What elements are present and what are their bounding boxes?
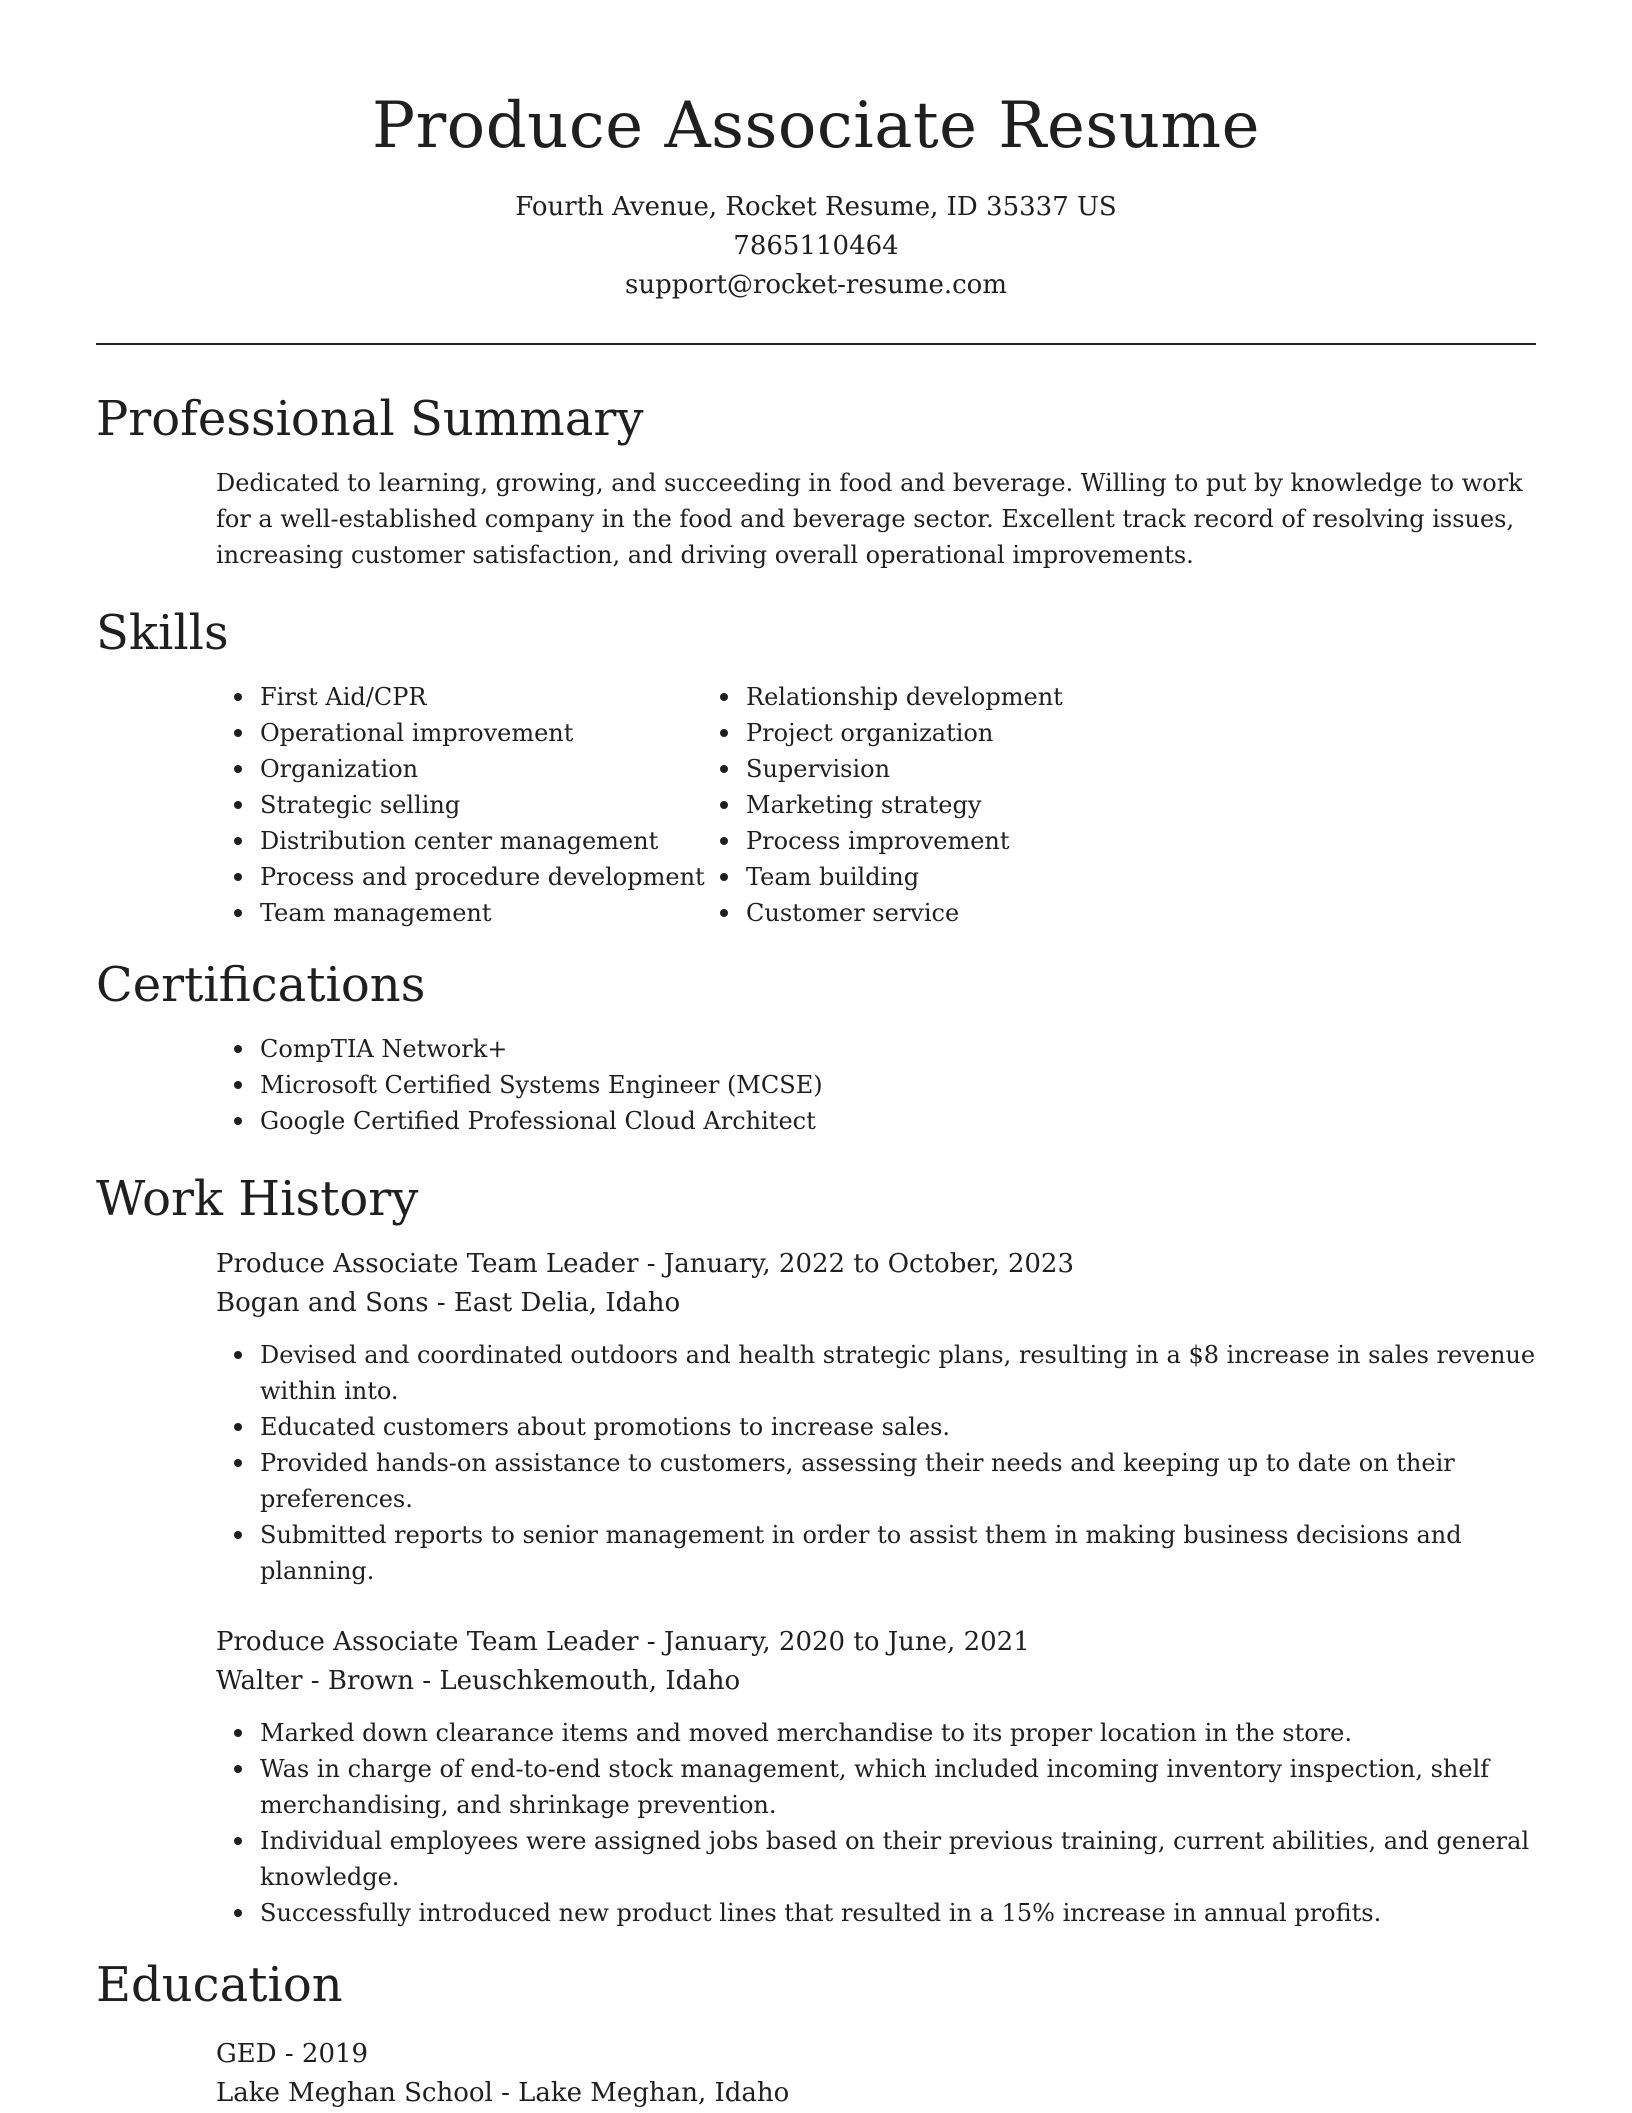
skills-column-left <box>96 679 746 931</box>
list-item: First Aid/CPR <box>260 679 746 715</box>
list-item: Strategic selling <box>260 787 746 823</box>
job-entry <box>216 1623 1536 1931</box>
list-item: Was in charge of end-to-end stock management, which included incoming inventory inspection, shelf merchandising, and shrinkage prevention. <box>260 1751 1536 1823</box>
list-item: Team management <box>260 895 746 931</box>
section-education <box>96 1953 1536 2113</box>
resume-header <box>96 0 1536 345</box>
section-heading-work-history: Work History <box>96 1171 419 1227</box>
list-item: Distribution center management <box>260 823 746 859</box>
section-professional-summary <box>96 387 1536 573</box>
list-item: Marked down clearance items and moved merchandise to its proper location in the store. <box>260 1715 1536 1751</box>
contact-phone: 7865110464 <box>733 231 899 261</box>
job-company-line: Bogan and Sons - East Delia, Idaho <box>216 1288 681 1318</box>
resume-title: Produce Associate Resume <box>372 89 1260 163</box>
list-item: Submitted reports to senior management in order to assist them in making business decisions and planning. <box>260 1517 1536 1589</box>
list-item: CompTIA Network+ <box>260 1031 1536 1067</box>
list-item: Microsoft Certified Systems Engineer (MCSE) <box>260 1067 1536 1103</box>
job-company-line: Walter - Brown - Leuschkemouth, Idaho <box>216 1666 741 1696</box>
list-item: Individual employees were assigned jobs based on their previous training, current abilities, and general knowledge. <box>260 1823 1536 1895</box>
skills-grid <box>96 679 1536 931</box>
list-item: Devised and coordinated outdoors and health strategic plans, resulting in a $8 increase in sales revenue within into. <box>260 1337 1536 1409</box>
list-item: Provided hands-on assistance to customers, assessing their needs and keeping up to date on their preferences. <box>260 1445 1536 1517</box>
certifications-list <box>96 1031 1536 1139</box>
section-heading-summary: Professional Summary <box>96 391 644 447</box>
resume-page <box>96 0 1536 2113</box>
skills-column-right <box>746 679 1063 931</box>
skills-list-right <box>746 679 1063 931</box>
section-heading-education: Education <box>96 1957 343 2013</box>
list-item: Operational improvement <box>260 715 746 751</box>
education-degree-line: GED - 2019 <box>216 2039 369 2069</box>
list-item: Process improvement <box>746 823 1063 859</box>
contact-email: support@rocket-resume.com <box>624 270 1007 300</box>
job-title-line: Produce Associate Team Leader - January, 2022 to October, 2023 <box>216 1249 1075 1279</box>
contact-address: Fourth Avenue, Rocket Resume, ID 35337 US <box>515 192 1117 222</box>
list-item: Team building <box>746 859 1063 895</box>
list-item: Organization <box>260 751 746 787</box>
section-certifications <box>96 953 1536 1139</box>
list-item: Supervision <box>746 751 1063 787</box>
list-item: Google Certified Professional Cloud Architect <box>260 1103 1536 1139</box>
list-item: Relationship development <box>746 679 1063 715</box>
section-work-history <box>96 1167 1536 1931</box>
job-entry <box>216 1245 1536 1589</box>
header-divider <box>96 343 1536 345</box>
job-duties-list <box>216 1715 1536 1931</box>
list-item: Successfully introduced new product lines that resulted in a 15% increase in annual profits. <box>260 1895 1536 1931</box>
list-item: Process and procedure development <box>260 859 746 895</box>
list-item: Marketing strategy <box>746 787 1063 823</box>
skills-list-left <box>96 679 746 931</box>
education-school-line: Lake Meghan School - Lake Meghan, Idaho <box>216 2078 790 2108</box>
section-skills <box>96 601 1536 931</box>
section-heading-certifications: Certifications <box>96 957 426 1013</box>
summary-text: Dedicated to learning, growing, and succeeding in food and beverage. Willing to put by knowledge to work for a well-established company in the food and beverage sector. Excellent track record of resolving issues, increasing customer satisfaction, and driving overall operational improvements. <box>216 469 1523 569</box>
list-item: Project organization <box>746 715 1063 751</box>
education-entry <box>216 2035 1536 2113</box>
job-duties-list <box>216 1337 1536 1589</box>
contact-info <box>96 188 1536 305</box>
list-item: Customer service <box>746 895 1063 931</box>
section-heading-skills: Skills <box>96 605 229 661</box>
job-title-line: Produce Associate Team Leader - January, 2020 to June, 2021 <box>216 1627 1030 1657</box>
list-item: Educated customers about promotions to increase sales. <box>260 1409 1536 1445</box>
